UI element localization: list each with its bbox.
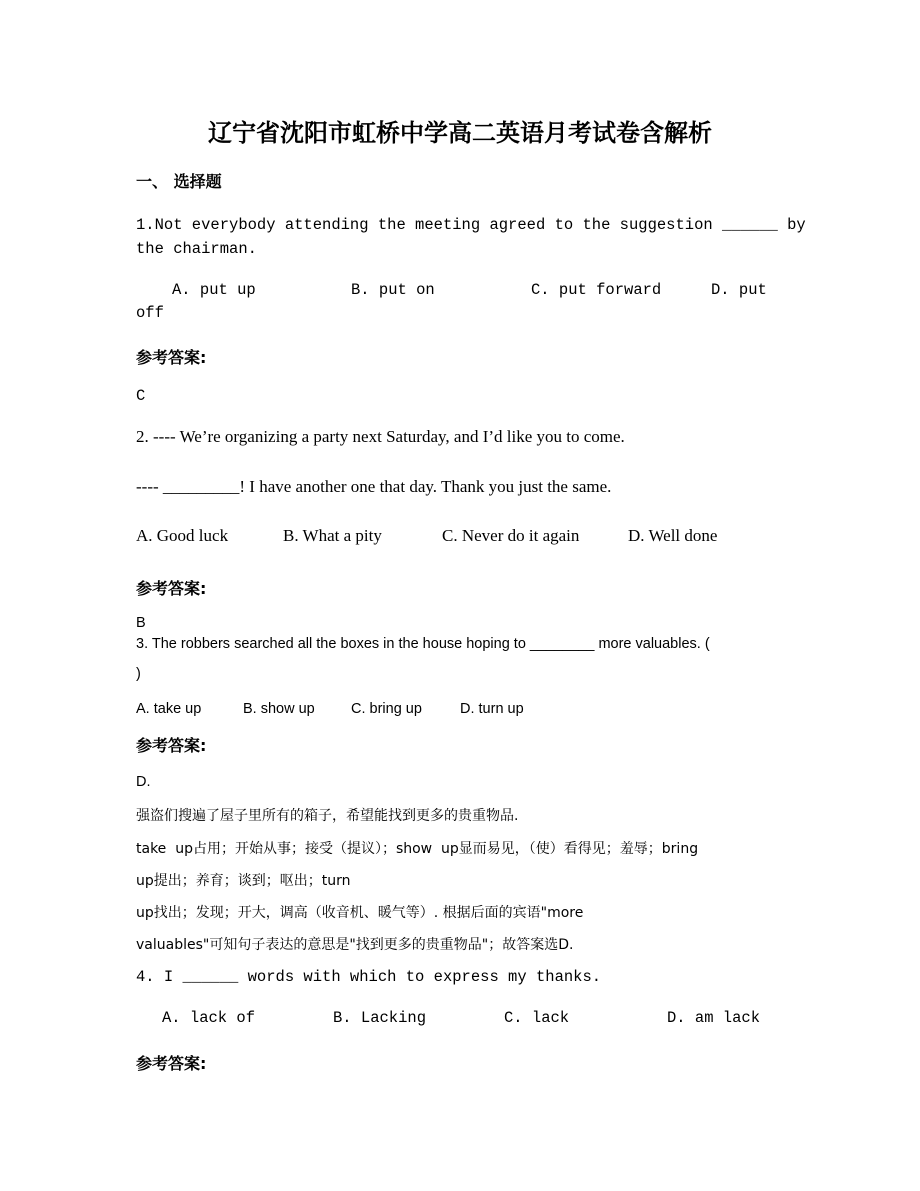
q3-answer-heading: 参考答案: [136, 736, 207, 755]
q3-stem-line2: ) [136, 666, 141, 682]
q3-answer: D. [136, 774, 151, 790]
q2-option-a: A. Good luck [136, 526, 229, 545]
q3-explanation-line3: up提出；养育；谈到；呕出；turn [136, 873, 351, 889]
q1-stem-line1: 1.Not everybody attending the meeting agreed to the suggestion ______ by [136, 216, 806, 234]
q2-answer-heading: 参考答案: [136, 579, 207, 598]
q1-option-d: D. put [711, 281, 767, 299]
q3-explanation-line2: take up占用；开始从事；接受（提议）；show up显而易见，（使）看得见；羞辱；bring [136, 841, 699, 857]
q4-answer-heading: 参考答案: [136, 1054, 207, 1073]
q1-option-d-cont: off [136, 304, 164, 322]
q3-stem-line1: 3. The robbers searched all the boxes in the house hoping to ________ more valuables. ( [136, 636, 710, 652]
page-title: 辽宁省沈阳市虹桥中学高二英语月考试卷含解析 [208, 118, 712, 147]
q2-answer: B [136, 615, 146, 631]
section-heading: 一、 选择题 [136, 172, 222, 191]
q3-explanation-line1: 强盗们搜遍了屋子里所有的箱子，希望能找到更多的贵重物品. [136, 808, 519, 824]
q4-option-a: A. lack of [162, 1009, 256, 1027]
q1-stem-line2: the chairman. [136, 240, 257, 258]
q3-option-a: A. take up [136, 701, 202, 717]
q2-stem-line2: ---- _________! I have another one that day. Thank you just the same. [136, 477, 612, 496]
q3-option-c: C. bring up [351, 701, 422, 717]
q3-option-d: D. turn up [460, 701, 524, 717]
q1-option-c: C. put forward [531, 281, 662, 299]
q3-explanation-line4: up找出；发现；开大，调高（收音机、暖气等）. 根据后面的宾语"more [136, 905, 584, 921]
q4-option-d: D. am lack [667, 1009, 761, 1027]
q2-option-d: D. Well done [628, 526, 718, 545]
q4-option-c: C. lack [504, 1009, 570, 1027]
q2-stem-line1: 2. ---- We’re organizing a party next Saturday, and I’d like you to come. [136, 427, 625, 446]
q4-stem: 4. I ______ words with which to express my thanks. [136, 968, 602, 986]
q3-explanation-line5: valuables"可知句子表达的意思是"找到更多的贵重物品"；故答案选D. [136, 937, 574, 953]
q1-option-a: A. put up [172, 281, 256, 299]
q1-answer: C [136, 387, 146, 405]
q3-option-b: B. show up [243, 701, 315, 717]
q2-option-c: C. Never do it again [442, 526, 580, 545]
q2-option-b: B. What a pity [283, 526, 382, 545]
q1-answer-heading: 参考答案: [136, 348, 207, 367]
q4-option-b: B. Lacking [333, 1009, 427, 1027]
q1-option-b: B. put on [351, 281, 435, 299]
